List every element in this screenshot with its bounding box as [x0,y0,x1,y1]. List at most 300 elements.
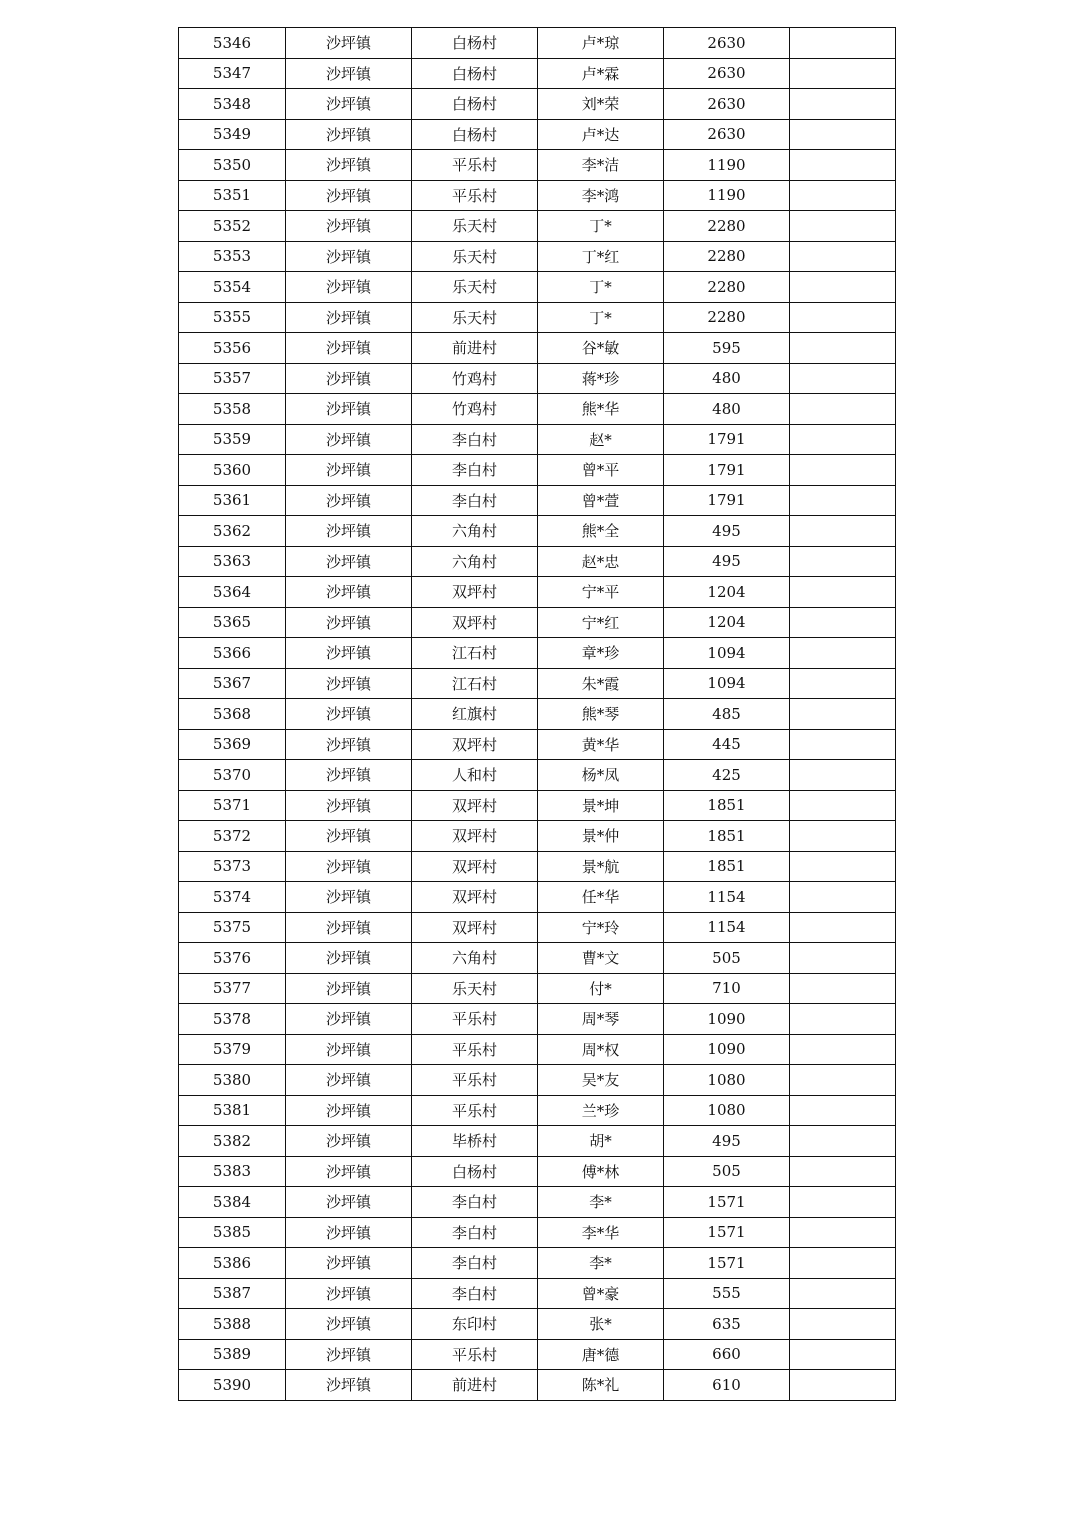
amount-cell: 2630 [664,119,790,150]
name-cell: 胡* [538,1126,664,1157]
name-cell: 景*航 [538,851,664,882]
row-number-cell: 5375 [179,912,286,943]
amount-cell: 635 [664,1309,790,1340]
name-cell: 李* [538,1187,664,1218]
amount-cell: 1090 [664,1004,790,1035]
amount-cell: 1571 [664,1187,790,1218]
name-cell: 杨*凤 [538,760,664,791]
town-cell: 沙坪镇 [286,607,412,638]
table-row [179,1065,896,1096]
table-row [179,180,896,211]
table-row [179,394,896,425]
town-cell: 沙坪镇 [286,333,412,364]
row-number-cell: 5370 [179,760,286,791]
remark-cell [790,485,896,516]
village-cell: 毕桥村 [412,1126,538,1157]
remark-cell [790,89,896,120]
row-number-cell: 5359 [179,424,286,455]
village-cell: 乐天村 [412,973,538,1004]
table-row [179,1156,896,1187]
amount-cell: 2630 [664,28,790,59]
amount-cell: 1851 [664,821,790,852]
town-cell: 沙坪镇 [286,729,412,760]
table-row [179,821,896,852]
remark-cell [790,1187,896,1218]
amount-cell: 1190 [664,180,790,211]
amount-cell: 2280 [664,302,790,333]
table-row [179,760,896,791]
remark-cell [790,760,896,791]
name-cell: 宁*红 [538,607,664,638]
row-number-cell: 5376 [179,943,286,974]
name-cell: 兰*珍 [538,1095,664,1126]
row-number-cell: 5379 [179,1034,286,1065]
amount-cell: 2280 [664,241,790,272]
name-cell: 黄*华 [538,729,664,760]
remark-cell [790,1278,896,1309]
remark-cell [790,546,896,577]
remark-cell [790,302,896,333]
village-cell: 平乐村 [412,1065,538,1096]
amount-cell: 1094 [664,668,790,699]
village-cell: 李白村 [412,1278,538,1309]
village-cell: 平乐村 [412,1004,538,1035]
name-cell: 熊*华 [538,394,664,425]
town-cell: 沙坪镇 [286,424,412,455]
name-cell: 赵*忠 [538,546,664,577]
amount-cell: 555 [664,1278,790,1309]
name-cell: 周*权 [538,1034,664,1065]
table-row [179,424,896,455]
amount-cell: 610 [664,1370,790,1401]
village-cell: 前进村 [412,333,538,364]
town-cell: 沙坪镇 [286,363,412,394]
remark-cell [790,607,896,638]
name-cell: 曾*豪 [538,1278,664,1309]
amount-cell: 2280 [664,272,790,303]
village-cell: 东印村 [412,1309,538,1340]
town-cell: 沙坪镇 [286,1126,412,1157]
remark-cell [790,455,896,486]
table-row [179,1248,896,1279]
name-cell: 李*华 [538,1217,664,1248]
row-number-cell: 5378 [179,1004,286,1035]
row-number-cell: 5360 [179,455,286,486]
table-row [179,882,896,913]
village-cell: 乐天村 [412,211,538,242]
row-number-cell: 5353 [179,241,286,272]
row-number-cell: 5346 [179,28,286,59]
town-cell: 沙坪镇 [286,1309,412,1340]
name-cell: 李* [538,1248,664,1279]
row-number-cell: 5387 [179,1278,286,1309]
village-cell: 乐天村 [412,302,538,333]
village-cell: 人和村 [412,760,538,791]
village-cell: 双坪村 [412,729,538,760]
table-row [179,1095,896,1126]
row-number-cell: 5369 [179,729,286,760]
remark-cell [790,1217,896,1248]
village-cell: 平乐村 [412,1339,538,1370]
village-cell: 竹鸡村 [412,363,538,394]
town-cell: 沙坪镇 [286,89,412,120]
amount-cell: 2630 [664,89,790,120]
name-cell: 张* [538,1309,664,1340]
amount-cell: 480 [664,363,790,394]
table-row [179,333,896,364]
amount-cell: 1080 [664,1065,790,1096]
data-table [178,27,896,1401]
row-number-cell: 5366 [179,638,286,669]
town-cell: 沙坪镇 [286,302,412,333]
village-cell: 白杨村 [412,58,538,89]
remark-cell [790,211,896,242]
table-row [179,1034,896,1065]
village-cell: 双坪村 [412,790,538,821]
amount-cell: 1791 [664,424,790,455]
name-cell: 吴*友 [538,1065,664,1096]
village-cell: 六角村 [412,516,538,547]
remark-cell [790,1065,896,1096]
name-cell: 傅*林 [538,1156,664,1187]
row-number-cell: 5389 [179,1339,286,1370]
remark-cell [790,241,896,272]
name-cell: 景*坤 [538,790,664,821]
town-cell: 沙坪镇 [286,1156,412,1187]
village-cell: 双坪村 [412,607,538,638]
town-cell: 沙坪镇 [286,821,412,852]
remark-cell [790,699,896,730]
town-cell: 沙坪镇 [286,1339,412,1370]
remark-cell [790,424,896,455]
remark-cell [790,1339,896,1370]
table-row [179,546,896,577]
town-cell: 沙坪镇 [286,272,412,303]
name-cell: 曾*平 [538,455,664,486]
town-cell: 沙坪镇 [286,150,412,181]
town-cell: 沙坪镇 [286,119,412,150]
row-number-cell: 5377 [179,973,286,1004]
remark-cell [790,150,896,181]
name-cell: 章*珍 [538,638,664,669]
village-cell: 白杨村 [412,28,538,59]
town-cell: 沙坪镇 [286,760,412,791]
name-cell: 景*仲 [538,821,664,852]
name-cell: 曹*文 [538,943,664,974]
name-cell: 赵* [538,424,664,455]
table-row [179,1278,896,1309]
row-number-cell: 5350 [179,150,286,181]
remark-cell [790,180,896,211]
remark-cell [790,790,896,821]
amount-cell: 1080 [664,1095,790,1126]
row-number-cell: 5385 [179,1217,286,1248]
village-cell: 李白村 [412,485,538,516]
table-row [179,455,896,486]
remark-cell [790,272,896,303]
row-number-cell: 5351 [179,180,286,211]
amount-cell: 1190 [664,150,790,181]
village-cell: 白杨村 [412,1156,538,1187]
amount-cell: 495 [664,546,790,577]
name-cell: 任*华 [538,882,664,913]
remark-cell [790,729,896,760]
village-cell: 双坪村 [412,912,538,943]
village-cell: 平乐村 [412,1034,538,1065]
village-cell: 李白村 [412,1217,538,1248]
remark-cell [790,363,896,394]
table-row [179,119,896,150]
row-number-cell: 5367 [179,668,286,699]
row-number-cell: 5349 [179,119,286,150]
remark-cell [790,119,896,150]
table-row [179,485,896,516]
remark-cell [790,851,896,882]
remark-cell [790,1034,896,1065]
town-cell: 沙坪镇 [286,58,412,89]
name-cell: 曾*萱 [538,485,664,516]
amount-cell: 505 [664,1156,790,1187]
amount-cell: 1204 [664,607,790,638]
name-cell: 宁*平 [538,577,664,608]
row-number-cell: 5371 [179,790,286,821]
town-cell: 沙坪镇 [286,516,412,547]
town-cell: 沙坪镇 [286,1004,412,1035]
amount-cell: 480 [664,394,790,425]
town-cell: 沙坪镇 [286,973,412,1004]
name-cell: 丁* [538,211,664,242]
remark-cell [790,943,896,974]
table-row [179,638,896,669]
name-cell: 丁* [538,302,664,333]
row-number-cell: 5356 [179,333,286,364]
town-cell: 沙坪镇 [286,668,412,699]
table-row [179,150,896,181]
village-cell: 江石村 [412,638,538,669]
row-number-cell: 5365 [179,607,286,638]
remark-cell [790,516,896,547]
village-cell: 李白村 [412,1248,538,1279]
remark-cell [790,821,896,852]
name-cell: 卢*琼 [538,28,664,59]
town-cell: 沙坪镇 [286,180,412,211]
table-row [179,1339,896,1370]
table-row [179,729,896,760]
table-row [179,699,896,730]
name-cell: 朱*霞 [538,668,664,699]
village-cell: 双坪村 [412,577,538,608]
table-row [179,668,896,699]
row-number-cell: 5390 [179,1370,286,1401]
table-body [179,28,896,1401]
amount-cell: 505 [664,943,790,974]
amount-cell: 1571 [664,1217,790,1248]
name-cell: 谷*敏 [538,333,664,364]
amount-cell: 445 [664,729,790,760]
table-row [179,1309,896,1340]
name-cell: 陈*礼 [538,1370,664,1401]
row-number-cell: 5374 [179,882,286,913]
table-row [179,790,896,821]
table-row [179,58,896,89]
row-number-cell: 5357 [179,363,286,394]
name-cell: 蒋*珍 [538,363,664,394]
village-cell: 平乐村 [412,150,538,181]
remark-cell [790,58,896,89]
amount-cell: 2280 [664,211,790,242]
table-row [179,211,896,242]
row-number-cell: 5363 [179,546,286,577]
town-cell: 沙坪镇 [286,394,412,425]
row-number-cell: 5348 [179,89,286,120]
row-number-cell: 5372 [179,821,286,852]
row-number-cell: 5373 [179,851,286,882]
row-number-cell: 5386 [179,1248,286,1279]
name-cell: 卢*霖 [538,58,664,89]
village-cell: 平乐村 [412,180,538,211]
amount-cell: 425 [664,760,790,791]
town-cell: 沙坪镇 [286,1248,412,1279]
amount-cell: 1851 [664,790,790,821]
table-row [179,28,896,59]
table-row [179,851,896,882]
town-cell: 沙坪镇 [286,546,412,577]
table-row [179,1187,896,1218]
name-cell: 付* [538,973,664,1004]
name-cell: 李*洁 [538,150,664,181]
remark-cell [790,668,896,699]
row-number-cell: 5368 [179,699,286,730]
amount-cell: 495 [664,516,790,547]
table-row [179,1370,896,1401]
row-number-cell: 5355 [179,302,286,333]
village-cell: 双坪村 [412,851,538,882]
table-row [179,302,896,333]
town-cell: 沙坪镇 [286,943,412,974]
table-row [179,973,896,1004]
remark-cell [790,1370,896,1401]
town-cell: 沙坪镇 [286,1370,412,1401]
remark-cell [790,577,896,608]
town-cell: 沙坪镇 [286,577,412,608]
remark-cell [790,333,896,364]
table-row [179,912,896,943]
name-cell: 丁* [538,272,664,303]
amount-cell: 660 [664,1339,790,1370]
town-cell: 沙坪镇 [286,1278,412,1309]
table-row [179,1126,896,1157]
village-cell: 白杨村 [412,119,538,150]
village-cell: 李白村 [412,424,538,455]
amount-cell: 495 [664,1126,790,1157]
town-cell: 沙坪镇 [286,1187,412,1218]
name-cell: 丁*红 [538,241,664,272]
name-cell: 唐*德 [538,1339,664,1370]
table-row [179,363,896,394]
table-row [179,272,896,303]
row-number-cell: 5362 [179,516,286,547]
village-cell: 平乐村 [412,1095,538,1126]
amount-cell: 1154 [664,912,790,943]
village-cell: 双坪村 [412,821,538,852]
table-row [179,607,896,638]
village-cell: 白杨村 [412,89,538,120]
table-row [179,1004,896,1035]
name-cell: 熊*全 [538,516,664,547]
village-cell: 双坪村 [412,882,538,913]
row-number-cell: 5380 [179,1065,286,1096]
table-row [179,577,896,608]
row-number-cell: 5361 [179,485,286,516]
amount-cell: 595 [664,333,790,364]
town-cell: 沙坪镇 [286,211,412,242]
table-row [179,241,896,272]
row-number-cell: 5382 [179,1126,286,1157]
name-cell: 周*琴 [538,1004,664,1035]
remark-cell [790,882,896,913]
town-cell: 沙坪镇 [286,1065,412,1096]
remark-cell [790,1095,896,1126]
row-number-cell: 5388 [179,1309,286,1340]
village-cell: 李白村 [412,1187,538,1218]
town-cell: 沙坪镇 [286,851,412,882]
amount-cell: 2630 [664,58,790,89]
village-cell: 竹鸡村 [412,394,538,425]
town-cell: 沙坪镇 [286,699,412,730]
town-cell: 沙坪镇 [286,790,412,821]
amount-cell: 1851 [664,851,790,882]
amount-cell: 1791 [664,455,790,486]
remark-cell [790,394,896,425]
row-number-cell: 5364 [179,577,286,608]
name-cell: 刘*荣 [538,89,664,120]
remark-cell [790,1156,896,1187]
remark-cell [790,912,896,943]
remark-cell [790,1004,896,1035]
row-number-cell: 5383 [179,1156,286,1187]
amount-cell: 1571 [664,1248,790,1279]
town-cell: 沙坪镇 [286,882,412,913]
table-row [179,89,896,120]
village-cell: 前进村 [412,1370,538,1401]
table-row [179,1217,896,1248]
remark-cell [790,28,896,59]
town-cell: 沙坪镇 [286,912,412,943]
town-cell: 沙坪镇 [286,1095,412,1126]
town-cell: 沙坪镇 [286,455,412,486]
row-number-cell: 5358 [179,394,286,425]
table-row [179,943,896,974]
row-number-cell: 5352 [179,211,286,242]
village-cell: 乐天村 [412,241,538,272]
town-cell: 沙坪镇 [286,638,412,669]
town-cell: 沙坪镇 [286,485,412,516]
table-row [179,516,896,547]
village-cell: 李白村 [412,455,538,486]
amount-cell: 1094 [664,638,790,669]
remark-cell [790,1309,896,1340]
amount-cell: 1154 [664,882,790,913]
village-cell: 乐天村 [412,272,538,303]
amount-cell: 710 [664,973,790,1004]
town-cell: 沙坪镇 [286,1034,412,1065]
amount-cell: 1090 [664,1034,790,1065]
row-number-cell: 5381 [179,1095,286,1126]
row-number-cell: 5384 [179,1187,286,1218]
town-cell: 沙坪镇 [286,1217,412,1248]
remark-cell [790,973,896,1004]
town-cell: 沙坪镇 [286,28,412,59]
